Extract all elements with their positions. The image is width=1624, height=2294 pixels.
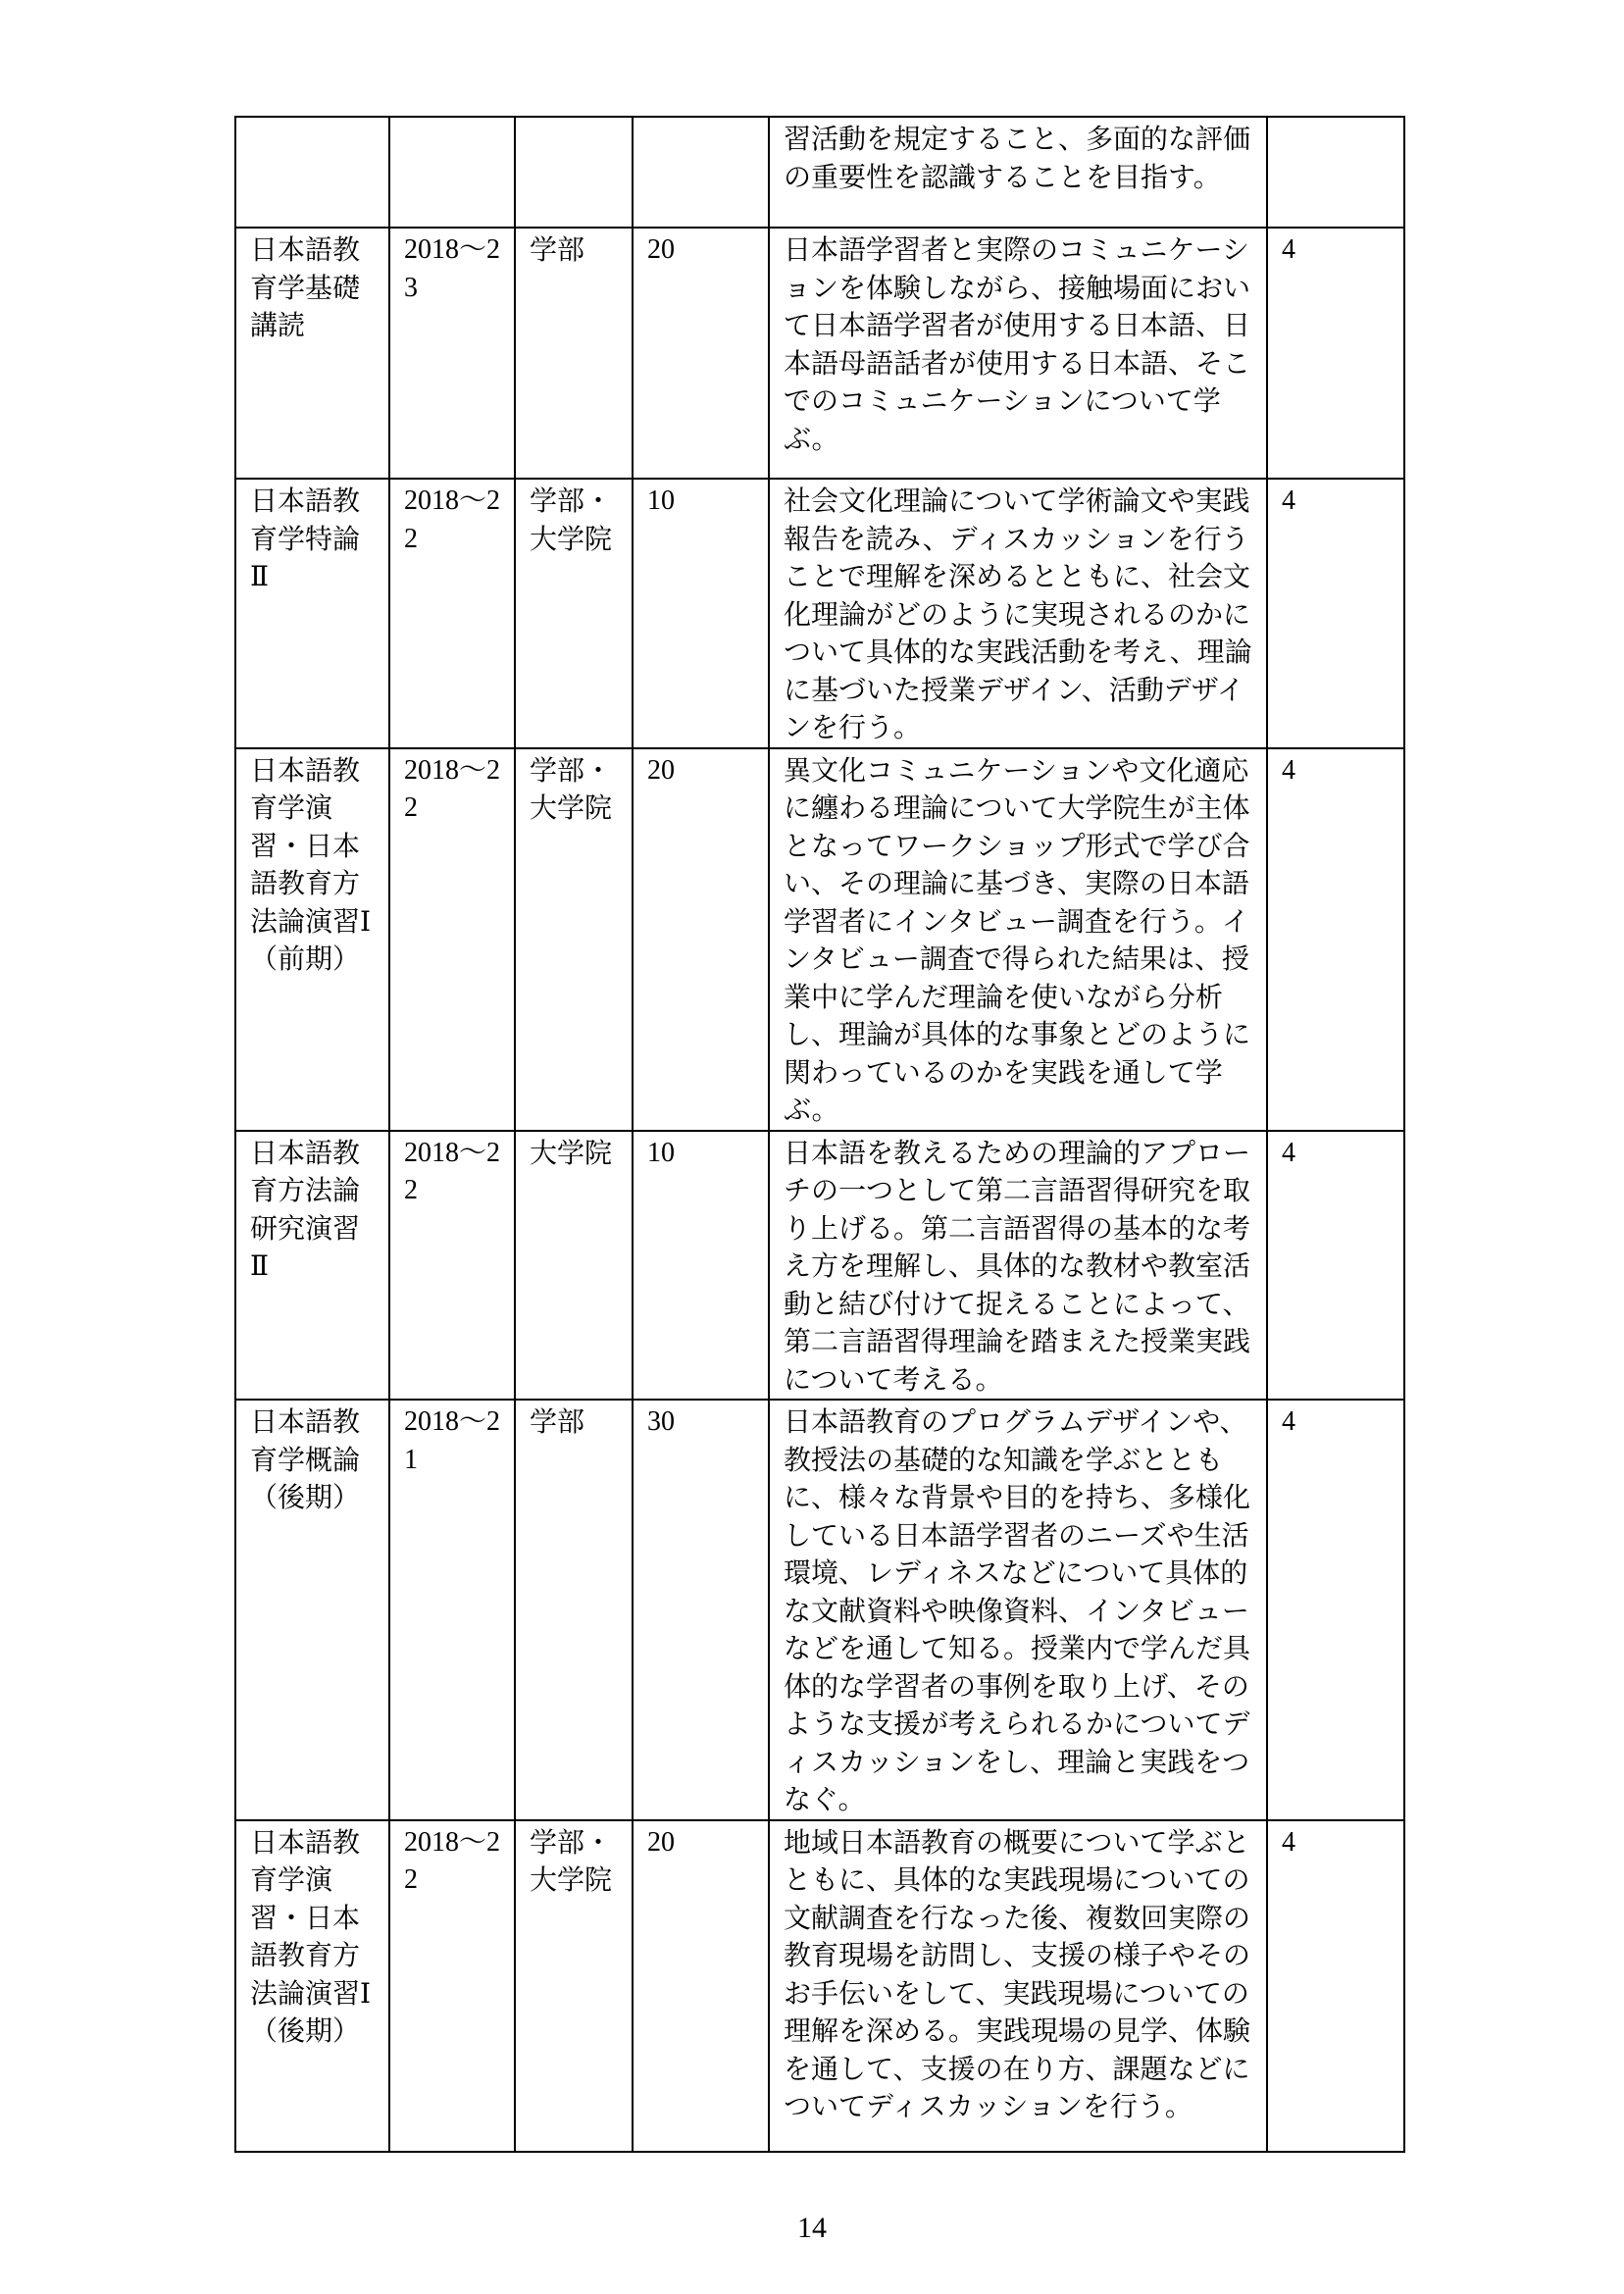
course-name-cell: 日本語教育学演習・日本語教育方法論演習Ⅰ（前期） xyxy=(235,748,389,1131)
enrollment-cell: 20 xyxy=(633,228,769,479)
credit-cell: 4 xyxy=(1267,1131,1404,1401)
description-cell: 地域日本語教育の概要について学ぶとともに、具体的な実践現場についての文献調査を行なった後、複数回実際の教育現場を訪問し、支援の様子やそのお手伝いをして、実践現場についての理解を深める。実践現場の見学、体験を通して、支援の在り方、課題などについてディスカッションを行う。 xyxy=(769,1820,1267,2152)
table-row xyxy=(235,228,1404,479)
credit-cell: 4 xyxy=(1267,1820,1404,2152)
description-cell: 習活動を規定すること、多面的な評価の重要性を認識することを目指す。 xyxy=(769,117,1267,228)
year-cell: 2018～23 xyxy=(389,228,515,479)
course-table xyxy=(234,116,1405,2153)
year-cell: 2018～22 xyxy=(389,1820,515,2152)
year-cell: 2018～22 xyxy=(389,479,515,748)
enrollment-cell: 20 xyxy=(633,1820,769,2152)
enrollment-cell xyxy=(633,117,769,228)
page-number: 14 xyxy=(797,2212,827,2244)
table-row xyxy=(235,479,1404,748)
description-cell: 日本語学習者と実際のコミュニケーションを体験しながら、接触場面において日本語学習者が使用する日本語、日本語母語話者が使用する日本語、そこでのコミュニケーションについて学ぶ。 xyxy=(769,228,1267,479)
level-cell: 学部・大学院 xyxy=(515,748,633,1131)
year-cell: 2018～21 xyxy=(389,1400,515,1820)
enrollment-cell: 20 xyxy=(633,748,769,1131)
level-cell xyxy=(515,117,633,228)
credit-cell xyxy=(1267,117,1404,228)
course-name-cell: 日本語教育方法論研究演習Ⅱ xyxy=(235,1131,389,1401)
table-row xyxy=(235,117,1404,228)
enrollment-cell: 30 xyxy=(633,1400,769,1820)
course-name-cell: 日本語教育学概論（後期） xyxy=(235,1400,389,1820)
course-name-cell: 日本語教育学特論Ⅱ xyxy=(235,479,389,748)
credit-cell: 4 xyxy=(1267,228,1404,479)
year-cell: 2018～22 xyxy=(389,748,515,1131)
level-cell: 学部 xyxy=(515,228,633,479)
level-cell: 学部 xyxy=(515,1400,633,1820)
table-row xyxy=(235,1400,1404,1820)
level-cell: 学部・大学院 xyxy=(515,1820,633,2152)
table-row xyxy=(235,748,1404,1131)
year-cell: 2018～22 xyxy=(389,1131,515,1401)
credit-cell: 4 xyxy=(1267,748,1404,1131)
course-name-cell: 日本語教育学演習・日本語教育方法論演習Ⅰ（後期） xyxy=(235,1820,389,2152)
enrollment-cell: 10 xyxy=(633,479,769,748)
description-cell: 異文化コミュニケーションや文化適応に纏わる理論について大学院生が主体となってワークショップ形式で学び合い、その理論に基づき、実際の日本語学習者にインタビュー調査を行う。インタビュー調査で得られた結果は、授業中に学んだ理論を使いながら分析し、理論が具体的な事象とどのように関わっているのかを実践を通して学ぶ。 xyxy=(769,748,1267,1131)
enrollment-cell: 10 xyxy=(633,1131,769,1401)
description-cell: 社会文化理論について学術論文や実践報告を読み、ディスカッションを行うことで理解を深めるとともに、社会文化理論がどのように実現されるのかについて具体的な実践活動を考え、理論に基づいた授業デザイン、活動デザインを行う。 xyxy=(769,479,1267,748)
description-cell: 日本語を教えるための理論的アプローチの一つとして第二言語習得研究を取り上げる。第二言語習得の基本的な考え方を理解し、具体的な教材や教室活動と結び付けて捉えることによって、第二言語習得理論を踏まえた授業実践について考える。 xyxy=(769,1131,1267,1401)
course-name-cell xyxy=(235,117,389,228)
level-cell: 大学院 xyxy=(515,1131,633,1401)
table-row xyxy=(235,1131,1404,1401)
level-cell: 学部・大学院 xyxy=(515,479,633,748)
course-name-cell: 日本語教育学基礎講読 xyxy=(235,228,389,479)
year-cell xyxy=(389,117,515,228)
table-row xyxy=(235,1820,1404,2152)
credit-cell: 4 xyxy=(1267,479,1404,748)
description-cell: 日本語教育のプログラムデザインや、教授法の基礎的な知識を学ぶとともに、様々な背景や目的を持ち、多様化している日本語学習者のニーズや生活環境、レディネスなどについて具体的な文献資料や映像資料、インタビューなどを通して知る。授業内で学んだ具体的な学習者の事例を取り上げ、そのような支援が考えられるかについてディスカッションをし、理論と実践をつなぐ。 xyxy=(769,1400,1267,1820)
credit-cell: 4 xyxy=(1267,1400,1404,1820)
